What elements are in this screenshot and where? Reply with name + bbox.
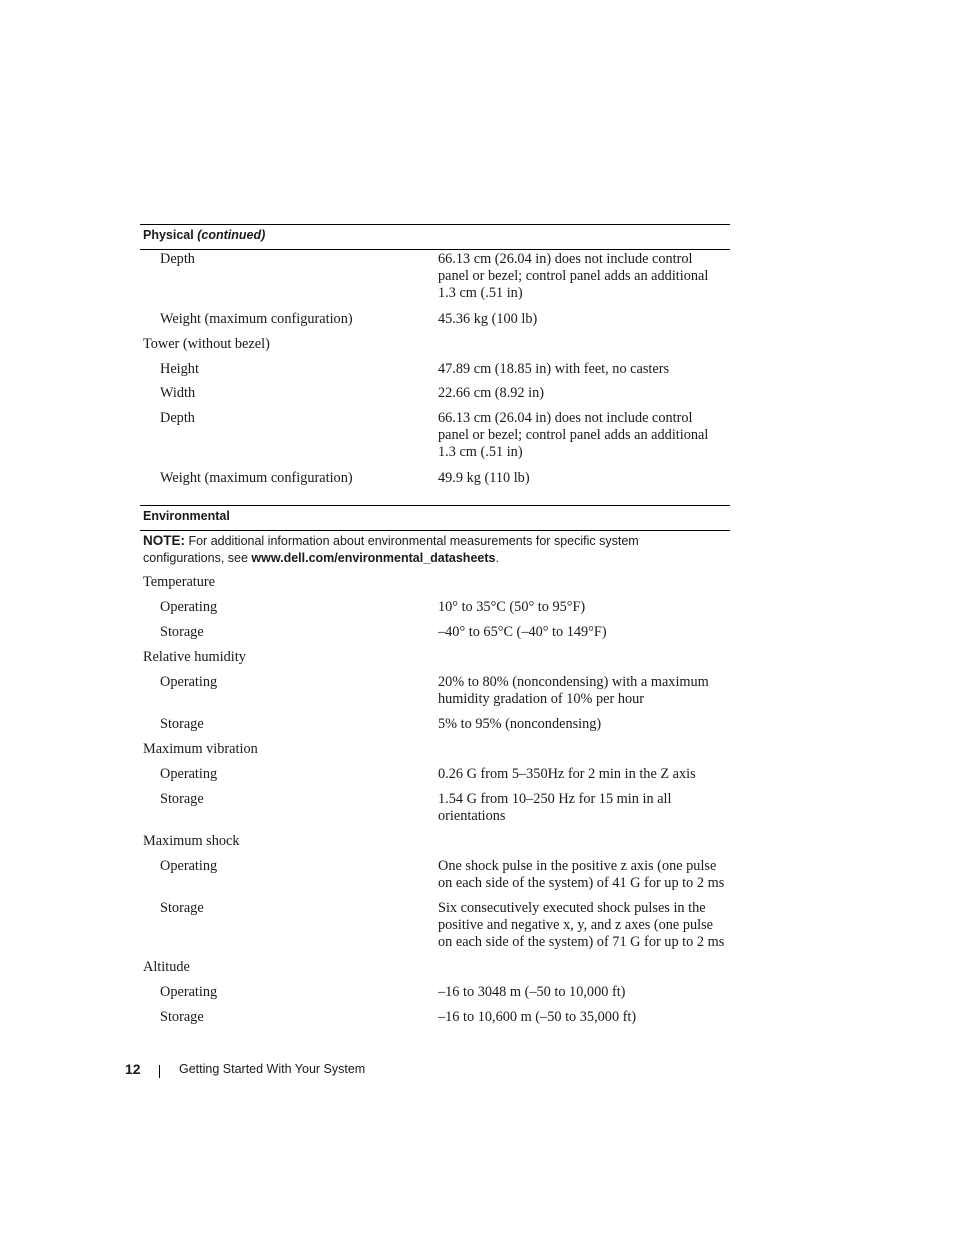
altitude-title: Altitude xyxy=(143,959,190,975)
vibration-title: Maximum vibration xyxy=(143,741,258,757)
value-line: on each side of the system) of 71 G for up to 2 ms xyxy=(438,934,725,950)
vibration-operating-value: 0.26 G from 5–350Hz for 2 min in the Z axis xyxy=(438,766,696,782)
value-line: 1.3 cm (.51 in) xyxy=(438,444,523,460)
value-line: orientations xyxy=(438,808,506,824)
humidity-title: Relative humidity xyxy=(143,649,246,665)
vibration-storage-value xyxy=(438,791,733,825)
note-label: NOTE: xyxy=(143,533,185,548)
tower-weight-label: Weight (maximum configuration) xyxy=(160,470,353,486)
value-line: 66.13 cm (26.04 in) does not include control xyxy=(438,410,693,426)
depth-label: Depth xyxy=(160,251,195,267)
altitude-storage-value: –16 to 10,600 m (–50 to 35,000 ft) xyxy=(438,1009,637,1025)
environmental-note xyxy=(143,532,733,567)
tower-depth-value xyxy=(438,410,733,461)
section-heading-physical xyxy=(143,227,265,243)
weight-value: 45.36 kg (100 lb) xyxy=(438,311,538,327)
humidity-storage-value: 5% to 95% (noncondensing) xyxy=(438,716,602,732)
heading-text: Physical xyxy=(143,228,194,242)
note-text: configurations, see xyxy=(143,551,252,565)
altitude-operating-value: –16 to 3048 m (–50 to 10,000 ft) xyxy=(438,984,626,1000)
altitude-storage-label: Storage xyxy=(160,1009,204,1025)
temperature-title: Temperature xyxy=(143,574,216,590)
value-line: One shock pulse in the positive z axis (one pulse xyxy=(438,858,717,874)
shock-storage-value xyxy=(438,900,733,951)
heading-continued: (continued) xyxy=(197,228,266,242)
value-line: 1.54 G from 10–250 Hz for 15 min in all xyxy=(438,791,672,807)
weight-label: Weight (maximum configuration) xyxy=(160,311,353,327)
humidity-operating-label: Operating xyxy=(160,674,218,690)
page-number: 12 xyxy=(125,1061,141,1077)
footer-divider xyxy=(159,1065,160,1078)
shock-operating-label: Operating xyxy=(160,858,218,874)
altitude-operating-label: Operating xyxy=(160,984,218,1000)
temperature-operating-value: 10° to 35°C (50° to 95°F) xyxy=(438,599,586,615)
footer-title: Getting Started With Your System xyxy=(179,1062,366,1076)
note-text: For additional information about environmental measurements for specific system xyxy=(185,534,639,548)
value-line: 66.13 cm (26.04 in) does not include control xyxy=(438,251,693,267)
shock-operating-value xyxy=(438,858,733,892)
value-line: on each side of the system) of 41 G for up to 2 ms xyxy=(438,875,725,891)
tower-width-label: Width xyxy=(160,385,196,401)
tower-group-title: Tower (without bezel) xyxy=(143,336,270,352)
value-line: 1.3 cm (.51 in) xyxy=(438,285,523,301)
section-heading-environmental: Environmental xyxy=(143,509,230,523)
heading-rule xyxy=(140,249,730,250)
humidity-storage-label: Storage xyxy=(160,716,204,732)
tower-height-value: 47.89 cm (18.85 in) with feet, no casters xyxy=(438,361,670,377)
humidity-operating-value xyxy=(438,674,733,708)
depth-value xyxy=(438,251,733,302)
value-line: 20% to 80% (noncondensing) with a maximum xyxy=(438,674,709,690)
tower-depth-label: Depth xyxy=(160,410,195,426)
table-top-rule xyxy=(140,224,730,225)
value-line: positive and negative x, y, and z axes (one pulse xyxy=(438,917,713,933)
value-line: panel or bezel; control panel adds an additional xyxy=(438,427,709,443)
vibration-storage-label: Storage xyxy=(160,791,204,807)
shock-title: Maximum shock xyxy=(143,833,240,849)
note-end: . xyxy=(495,551,499,565)
shock-storage-label: Storage xyxy=(160,900,204,916)
temperature-operating-label: Operating xyxy=(160,599,218,615)
tower-weight-value: 49.9 kg (110 lb) xyxy=(438,470,530,486)
value-line: humidity gradation of 10% per hour xyxy=(438,691,645,707)
tower-width-value: 22.66 cm (8.92 in) xyxy=(438,385,545,401)
heading-rule xyxy=(140,530,730,531)
tower-height-label: Height xyxy=(160,361,199,377)
temperature-storage-value: –40° to 65°C (–40° to 149°F) xyxy=(438,624,607,640)
note-link[interactable]: www.dell.com/environmental_datasheets xyxy=(251,551,496,565)
vibration-operating-label: Operating xyxy=(160,766,218,782)
value-line: Six consecutively executed shock pulses in the xyxy=(438,900,706,916)
temperature-storage-label: Storage xyxy=(160,624,204,640)
value-line: panel or bezel; control panel adds an additional xyxy=(438,268,709,284)
table-top-rule xyxy=(140,505,730,506)
